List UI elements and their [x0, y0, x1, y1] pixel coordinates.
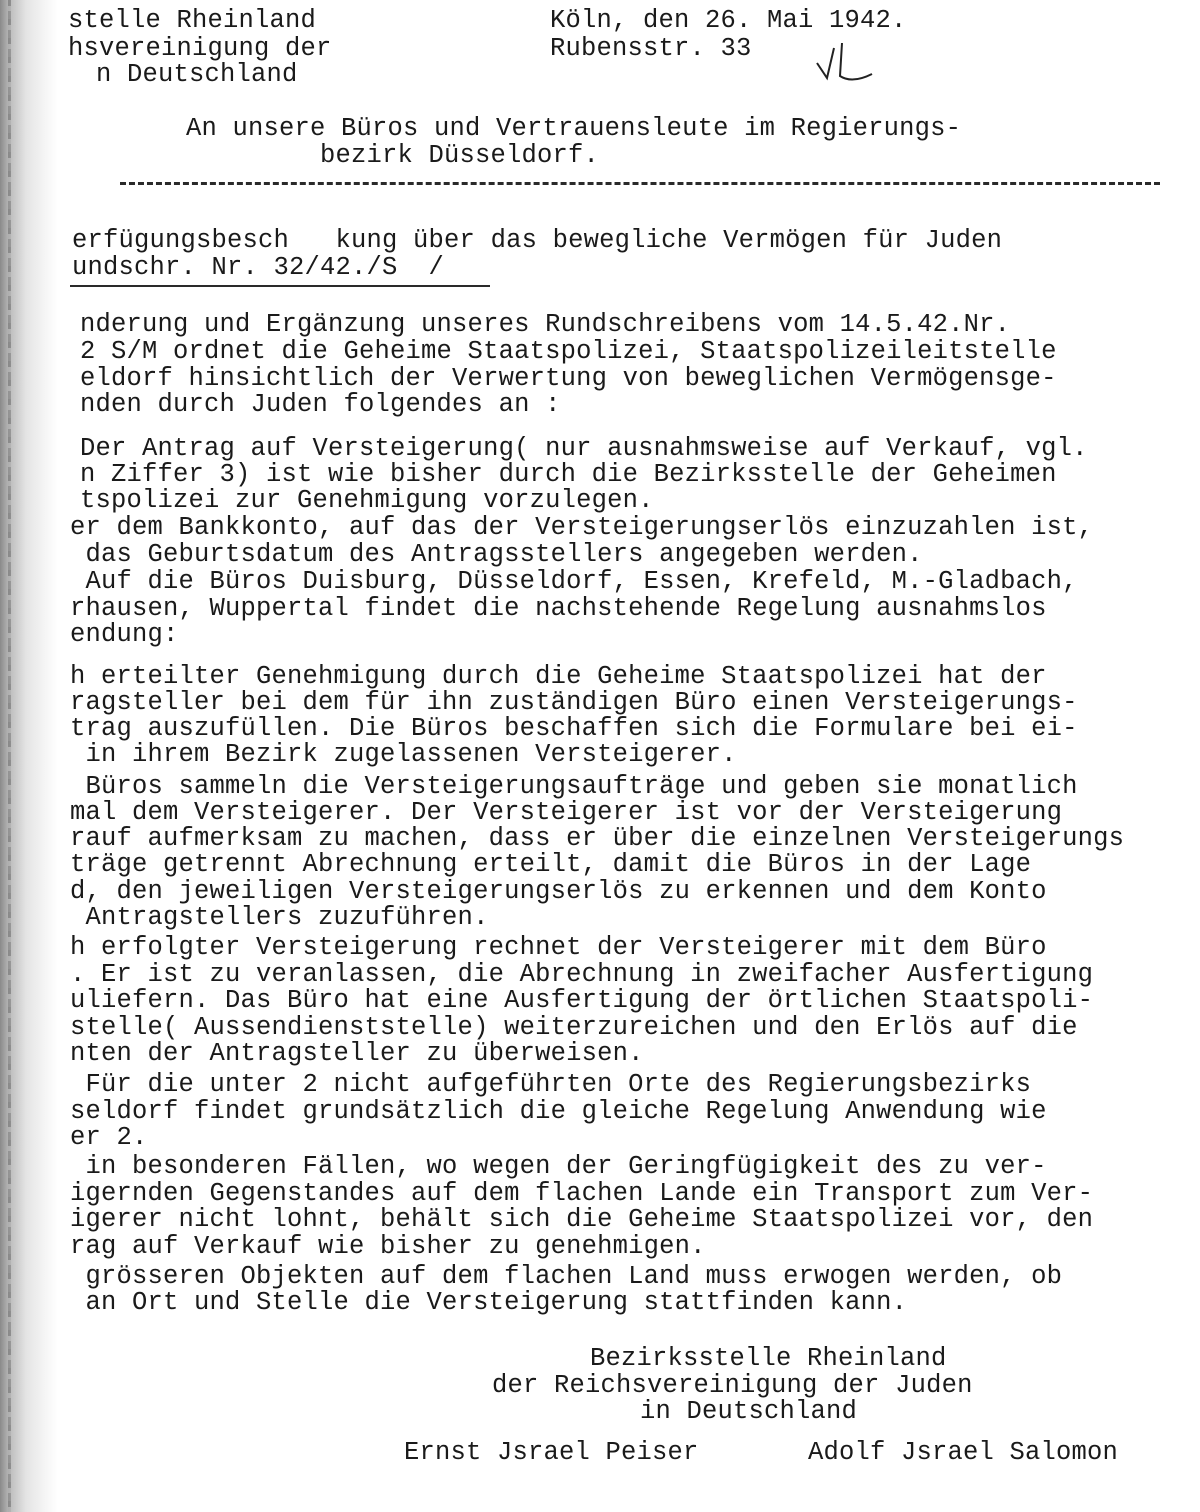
- closing-line: Bezirksstelle Rheinland: [590, 1344, 947, 1373]
- body-line: . Er ist zu veranlassen, die Abrechnung in zweifacher Ausfertigung: [70, 960, 1094, 989]
- body-line: tspolizei zur Genehmigung vorzulegen.: [80, 486, 654, 515]
- signatory-peiser: Ernst Jsrael Peiser: [404, 1438, 699, 1467]
- body-line: rag auf Verkauf wie bisher zu genehmigen.: [70, 1232, 706, 1261]
- recipient-line-1: An unsere Büros und Vertrauensleute im Regierungs-: [186, 114, 962, 143]
- body-line: mal dem Versteigerer. Der Versteigerer ist vor der Versteigerung: [70, 798, 1063, 827]
- recipient-line-2: bezirk Düsseldorf.: [320, 141, 600, 170]
- body-line: in besonderen Fällen, wo wegen der Geringfügigkeit des zu ver-: [70, 1152, 1047, 1181]
- intro-line: nden durch Juden folgendes an :: [80, 390, 561, 419]
- street-line: Rubensstr. 33: [550, 34, 752, 63]
- body-line: h erteilter Genehmigung durch die Geheime Staatspolizei hat der: [70, 662, 1047, 691]
- body-line: an Ort und Stelle die Versteigerung stattfinden kann.: [70, 1288, 908, 1317]
- body-line: n Ziffer 3) ist wie bisher durch die Bezirksstelle der Geheimen: [80, 460, 1057, 489]
- intro-line: eldorf hinsichtlich der Verwertung von beweglichen Vermögensge-: [80, 364, 1057, 393]
- body-line: Für die unter 2 nicht aufgeführten Orte des Regierungsbezirks: [70, 1070, 1032, 1099]
- subject-line-2: undschr. Nr. 32/42./S /: [72, 253, 445, 282]
- body-line: uliefern. Das Büro hat eine Ausfertigung der örtlichen Staatspoli-: [70, 986, 1094, 1015]
- sender-line-1: stelle Rheinland: [68, 6, 317, 35]
- scan-binding-edge: [0, 0, 58, 1512]
- body-line: träge getrennt Abrechnung erteilt, damit die Büros in der Lage: [70, 850, 1032, 879]
- body-line: h erfolgter Versteigerung rechnet der Versteigerer mit dem Büro: [70, 933, 1047, 962]
- subject-line-1: erfügungsbesch kung über das bewegliche Vermögen für Juden: [72, 226, 1003, 255]
- body-line: d, den jeweiligen Versteigerungserlös zu erkennen und dem Konto: [70, 877, 1047, 906]
- body-line: stelle( Aussendienststelle) weiterzureichen und den Erlös auf die: [70, 1013, 1078, 1042]
- intro-line: nderung und Ergänzung unseres Rundschreibens vom 14.5.42.Nr.: [80, 310, 1011, 339]
- body-line: das Geburtsdatum des Antragsstellers angegeben werden.: [70, 540, 923, 569]
- body-line: in ihrem Bezirk zugelassenen Versteigerer.: [70, 740, 737, 769]
- body-line: Auf die Büros Duisburg, Düsseldorf, Essen, Krefeld, M.-Gladbach,: [70, 567, 1078, 596]
- closing-line: in Deutschland: [640, 1397, 858, 1426]
- body-line: nten der Antragsteller zu überweisen.: [70, 1039, 644, 1068]
- body-line: endung:: [70, 620, 179, 649]
- body-line: trag auszufüllen. Die Büros beschaffen sich die Formulare bei ei-: [70, 714, 1078, 743]
- body-line: rauf aufmerksam zu machen, dass er über die einzelnen Versteigerungs: [70, 824, 1125, 853]
- signatory-salomon: Adolf Jsrael Salomon: [808, 1438, 1119, 1467]
- body-line: igerer nicht lohnt, behält sich die Geheime Staatspolizei vor, den: [70, 1205, 1094, 1234]
- intro-line: 2 S/M ordnet die Geheime Staatspolizei, Staatspolizeileitstelle: [80, 337, 1057, 366]
- sender-line-3: n Deutschland: [96, 60, 298, 89]
- body-line: rhausen, Wuppertal findet die nachstehende Regelung ausnahmslos: [70, 594, 1047, 623]
- body-line: igernden Gegenstandes auf dem flachen Lande ein Transport zum Ver-: [70, 1179, 1094, 1208]
- body-line: er 2.: [70, 1123, 148, 1152]
- body-line: ragsteller bei dem für ihn zuständigen Büro einen Versteigerungs-: [70, 688, 1078, 717]
- body-line: Antragstellers zuzuführen.: [70, 903, 489, 932]
- date-line: Köln, den 26. Mai 1942.: [550, 6, 907, 35]
- closing-line: der Reichsvereinigung der Juden: [492, 1371, 973, 1400]
- body-line: seldorf findet grundsätzlich die gleiche Regelung Anwendung wie: [70, 1097, 1047, 1126]
- subject-underline: [70, 285, 490, 287]
- body-line: grösseren Objekten auf dem flachen Land muss erwogen werden, ob: [70, 1262, 1063, 1291]
- body-line: er dem Bankkonto, auf das der Versteigerungserlös einzuzahlen ist,: [70, 513, 1094, 542]
- separator-dashed-line: [120, 182, 1160, 185]
- body-line: Der Antrag auf Versteigerung( nur ausnahmsweise auf Verkauf, vgl.: [80, 434, 1088, 463]
- body-line: Büros sammeln die Versteigerungsaufträge und geben sie monatlich: [70, 772, 1078, 801]
- handwritten-check-mark: [812, 38, 892, 88]
- sender-line-2: hsvereinigung der: [68, 34, 332, 63]
